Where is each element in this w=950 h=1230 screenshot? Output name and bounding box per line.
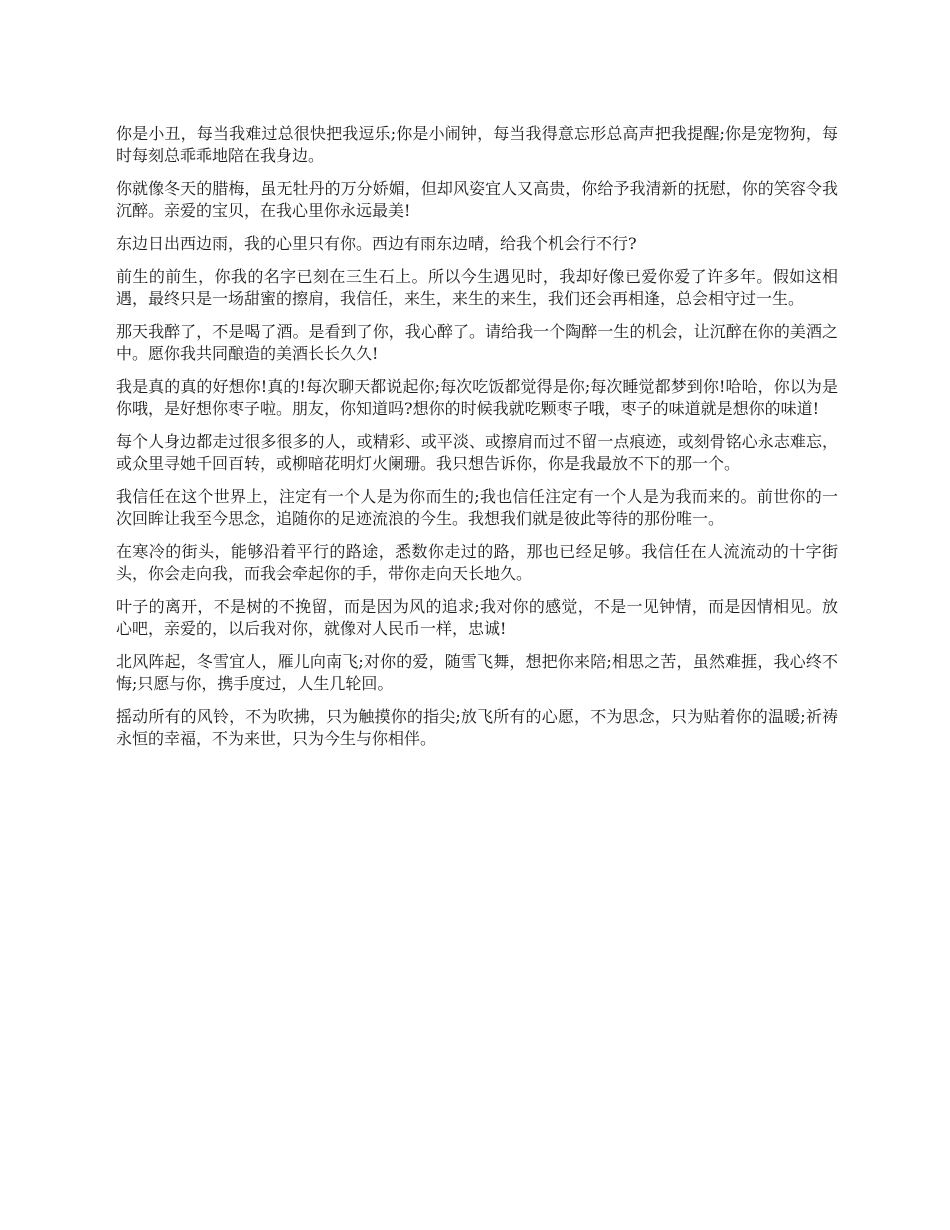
paragraph-12: 摇动所有的风铃，不为吹拂，只为触摸你的指尖;放飞所有的心愿，不为思念，只为贴着你的温暖;祈祷永恒的幸福，不为来世，只为今生与你相伴。 [116,707,838,748]
paragraph-3: 东边日出西边雨，我的心里只有你。西边有雨东边晴，给我个机会行不行? [116,234,637,253]
paragraph-1: 你是小丑，每当我难过总很快把我逗乐;你是小闹钟，每当我得意忘形总高声把我提醒;你是宠物狗，每时每刻总乖乖地陪在我身边。 [116,124,838,165]
paragraph-7: 每个人身边都走过很多很多的人，或精彩、或平淡、或擦肩而过不留一点痕迹，或刻骨铭心永志难忘，或众里寻她千回百转，或柳暗花明灯火阑珊。我只想告诉你，你是我最放不下的那一个。 [116,432,838,473]
paragraph-8: 我信任在这个世界上，注定有一个人是为你而生的;我也信任注定有一个人是为我而来的。前世你的一次回眸让我至今思念，追随你的足迹流浪的今生。我想我们就是彼此等待的那份唯一。 [116,487,838,528]
paragraph-4: 前生的前生，你我的名字已刻在三生石上。所以今生遇见时，我却好像已爱你爱了许多年。假如这相遇，最终只是一场甜蜜的擦肩，我信任，来生，来生的来生，我们还会再相逢，总会相守过一生。 [116,267,838,308]
paragraph-10: 叶子的离开，不是树的不挽留，而是因为风的追求;我对你的感觉，不是一见钟情，而是因情相见。放心吧，亲爱的，以后我对你，就像对人民币一样，忠诚! [116,597,838,638]
paragraph-11: 北风阵起，冬雪宜人，雁儿向南飞;对你的爱，随雪飞舞，想把你来陪;相思之苦，虽然难捱，我心终不悔;只愿与你，携手度过，人生几轮回。 [116,652,838,693]
paragraph-9: 在寒冷的街头，能够沿着平行的路途，悉数你走过的路，那也已经足够。我信任在人流流动的十字街头，你会走向我，而我会牵起你的手，带你走向天长地久。 [116,542,838,583]
paragraph-6: 我是真的真的好想你!真的!每次聊天都说起你;每次吃饭都觉得是你;每次睡觉都梦到你!哈哈，你以为是你哦，是好想你枣子啦。朋友，你知道吗?想你的时候我就吃颗枣子哦，枣子的味道就是想你的味道! [116,377,838,418]
paragraph-2: 你就像冬天的腊梅，虽无牡丹的万分娇媚，但却风姿宜人又高贵，你给予我清新的抚慰，你的笑容令我沉醉。亲爱的宝贝，在我心里你永远最美! [116,179,838,220]
document-body [116,123,838,761]
paragraph-5: 那天我醉了，不是喝了酒。是看到了你，我心醉了。请给我一个陶醉一生的机会，让沉醉在你的美酒之中。愿你我共同酿造的美酒长长久久! [116,322,838,363]
